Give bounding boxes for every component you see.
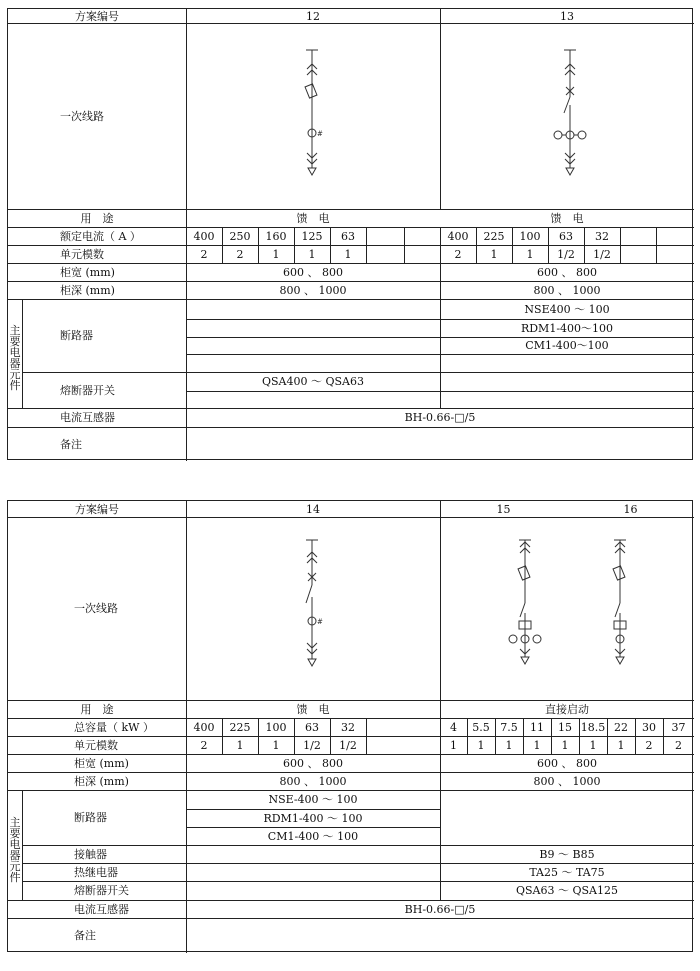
fuse-switch-12: QSA400 ～ QSA63	[262, 375, 364, 388]
scheme-label: 方案编号	[75, 502, 119, 516]
rated-current-cell	[620, 227, 656, 245]
breaker-12	[186, 337, 440, 354]
capacity-cell: 100	[265, 720, 287, 734]
circuit-diagram-12	[186, 23, 440, 209]
breaker-13-nse: NSE400 ～ 100	[524, 302, 610, 316]
modules-cell: 1	[344, 247, 352, 261]
breaker-12	[186, 299, 440, 319]
cabinet-depth-label: 柜深 (mm)	[74, 774, 129, 788]
scheme-number-13: 13	[560, 9, 574, 23]
breaker-13-cm1: CM1-400～100	[525, 339, 609, 352]
usage-13: 馈 电	[550, 211, 584, 225]
capacity-cell: 11	[530, 720, 544, 734]
scheme-number-12: 12	[306, 9, 320, 23]
modules-cell: 1	[589, 738, 597, 752]
contactor-label: 接触器	[74, 847, 107, 861]
fuse-switch-13	[440, 372, 694, 391]
cabinet-width-15-16: 600 、 800	[537, 756, 597, 770]
capacity-cell: 22	[614, 720, 628, 734]
capacity-cell: 63	[305, 720, 319, 734]
rated-current-cell: 160	[265, 229, 287, 243]
rated-current-label: 额定电流（ A ）	[60, 229, 141, 243]
current-transformer-value: BH-0.66-□/5	[404, 902, 476, 916]
scheme-table-14-16	[7, 500, 693, 952]
cabinet-width-13: 600 、 800	[537, 265, 597, 279]
breaker-14-cm1: CM1-400 ～ 100	[267, 829, 359, 843]
modules-cell: 1/2	[339, 738, 357, 752]
capacity-cell: 4	[450, 720, 457, 734]
capacity-cell: 225	[229, 720, 251, 734]
modules-cell: 2	[645, 738, 653, 752]
modules-cell: 2	[200, 738, 208, 752]
modules-cell	[620, 245, 656, 263]
usage-14: 馈 电	[296, 702, 330, 716]
current-transformer-value: BH-0.66-□/5	[404, 411, 476, 424]
main-components-label: 主要电器元件	[9, 324, 21, 392]
modules-cell: 1	[490, 247, 498, 261]
modules-cell: 1	[308, 247, 316, 261]
contactor-15-16: B9 ～ B85	[539, 847, 595, 861]
fuse-switch-label: 熔断器开关	[60, 383, 115, 397]
modules-cell: 1/2	[593, 247, 611, 261]
modules-cell: 1	[272, 247, 280, 261]
usage-12: 馈 电	[296, 211, 330, 225]
svg-text:#: #	[317, 130, 323, 138]
rated-current-cell: 63	[559, 229, 573, 243]
thermal-relay-label: 热继电器	[74, 865, 118, 879]
scheme-table-12-13	[7, 8, 693, 460]
modules-cell: 1	[450, 738, 457, 752]
rated-current-cell: 225	[483, 229, 505, 243]
fuse-switch-15-16: QSA63 ～ QSA125	[516, 884, 618, 897]
scheme-number-16: 16	[623, 502, 638, 516]
main-components-label: 主要电器元件	[9, 816, 21, 884]
modules-cell: 1	[533, 738, 541, 752]
modules-cell: 1	[477, 738, 485, 752]
scheme-number-14: 14	[306, 502, 320, 516]
circuit-diagram-13	[440, 23, 694, 209]
svg-text:#: #	[317, 618, 323, 626]
current-transformer-label: 电流互感器	[60, 411, 115, 424]
rated-current-cell	[656, 227, 694, 245]
circuit-diagram-14	[186, 517, 440, 700]
usage-label: 用 途	[80, 211, 114, 225]
fuse-switch-label: 熔断器开关	[74, 884, 129, 897]
modules-cell	[404, 245, 440, 263]
modules-cell: 2	[200, 247, 208, 261]
modules-cell: 1	[236, 738, 244, 752]
usage-15-16: 直接启动	[545, 702, 589, 716]
thermal-relay-15-16: TA25 ～ TA75	[529, 865, 605, 879]
usage-label: 用 途	[80, 702, 114, 716]
modules-label: 单元模数	[60, 247, 104, 261]
breaker-13-rdm1: RDM1-400～100	[520, 321, 614, 335]
capacity-cell: 30	[642, 720, 656, 734]
cabinet-width-12: 600 、 800	[283, 265, 343, 279]
modules-cell: 1	[505, 738, 513, 752]
modules-cell: 1	[272, 738, 280, 752]
rated-current-cell: 125	[301, 229, 323, 243]
modules-cell: 2	[675, 738, 682, 752]
breaker-label: 断路器	[74, 811, 107, 824]
rated-current-cell	[404, 227, 440, 245]
modules-cell	[656, 245, 694, 263]
capacity-cell: 15	[558, 720, 572, 734]
rated-current-cell: 100	[519, 229, 541, 243]
capacity-cell: 400	[193, 720, 215, 734]
capacity-cell: 18.5	[580, 720, 606, 734]
scheme-label: 方案编号	[75, 9, 119, 23]
capacity-cell: 37	[671, 720, 686, 734]
cabinet-depth-13: 800 、 1000	[533, 283, 601, 297]
rated-current-cell: 400	[447, 229, 469, 243]
modules-cell: 2	[236, 247, 244, 261]
breaker-14-rdm1: RDM1-400 ～ 100	[263, 811, 363, 825]
cabinet-depth-14: 800 、 1000	[279, 774, 347, 788]
circuit-diagram-15-16	[440, 517, 694, 700]
modules-cell: 1/2	[303, 738, 321, 752]
cabinet-width-label: 柜宽 (mm)	[60, 265, 115, 279]
modules-label: 单元模数	[74, 738, 118, 752]
rated-current-cell: 32	[595, 229, 609, 243]
modules-cell: 1/2	[557, 247, 575, 261]
circuit-label: 一次线路	[74, 602, 118, 615]
modules-cell: 1	[526, 247, 534, 261]
cabinet-width-14: 600 、 800	[283, 756, 343, 770]
modules-cell: 1	[617, 738, 625, 752]
cabinet-depth-12: 800 、 1000	[279, 283, 347, 297]
scheme-number-15: 15	[496, 502, 511, 516]
capacity-cell: 32	[341, 720, 355, 734]
breaker-12	[186, 319, 440, 337]
capacity-cell: 5.5	[472, 720, 490, 734]
capacity-cell: 7.5	[500, 720, 518, 734]
cabinet-depth-15-16: 800 、 1000	[533, 774, 601, 788]
modules-cell	[366, 245, 404, 263]
current-transformer-label: 电流互感器	[74, 902, 129, 916]
cabinet-width-label: 柜宽 (mm)	[74, 756, 129, 770]
rated-current-cell: 400	[193, 229, 215, 243]
circuit-label: 一次线路	[60, 109, 104, 123]
cabinet-depth-label: 柜深 (mm)	[60, 283, 115, 297]
rated-current-cell: 250	[229, 229, 251, 243]
remarks-label: 备注	[74, 929, 96, 942]
modules-cell: 1	[561, 738, 569, 752]
remarks-label: 备注	[60, 437, 82, 451]
breaker-14-nse: NSE-400 ～ 100	[268, 793, 358, 806]
breaker-label: 断路器	[60, 329, 93, 342]
rated-current-cell	[366, 227, 404, 245]
total-capacity-label: 总容量（ kW ）	[74, 720, 154, 734]
modules-cell: 2	[454, 247, 462, 261]
rated-current-cell: 63	[341, 229, 355, 243]
